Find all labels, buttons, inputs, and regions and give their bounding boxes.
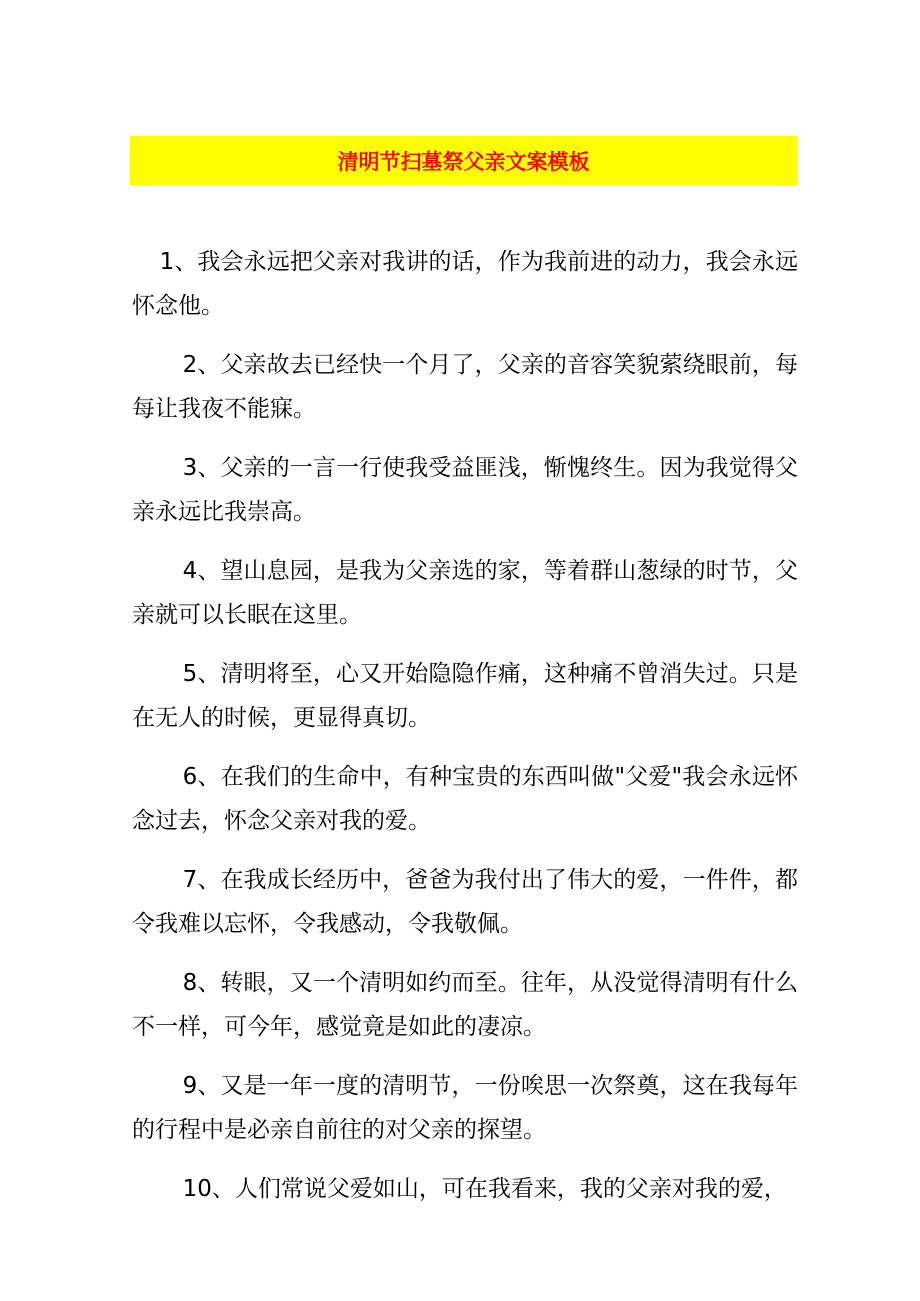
paragraph-7: 7、在我成长经历中，爸爸为我付出了伟大的爱，一件件，都令我难以忘怀，令我感动，令我敬佩。 [132,867,798,937]
paragraph-4: 4、望山息园，是我为父亲选的家，等着群山葱绿的时节，父亲就可以长眠在这里。 [132,558,798,628]
paragraph-5: 5、清明将至，心又开始隐隐作痛，这种痛不曾消失过。只是在无人的时候，更显得真切。 [132,661,798,731]
paragraph-6: 6、在我们的生命中，有种宝贵的东西叫做"父爱"我会永远怀念过去，怀念父亲对我的爱。 [132,764,798,834]
title-banner [130,136,797,185]
paragraph-1: 1、我会永远把父亲对我讲的话，作为我前进的动力，我会永远怀念他。 [132,249,798,319]
paragraph-9: 9、又是一年一度的清明节，一份唉思一次祭奠，这在我每年的行程中是必亲自前往的对父亲的探望。 [132,1073,798,1143]
paragraph-8: 8、转眼，又一个清明如约而至。往年，从没觉得清明有什么不一样，可今年，感觉竟是如此的凄凉。 [132,970,798,1040]
document-body [132,240,798,1226]
paragraph-10: 10、人们常说父爱如山，可在我看来，我的父亲对我的爱， [182,1176,787,1202]
document-title: 清明节扫墓祭父亲文案模板 [337,149,590,174]
paragraph-3: 3、父亲的一言一行使我受益匪浅，惭愧终生。因为我觉得父亲永远比我崇高。 [132,455,798,525]
paragraph-2: 2、父亲故去已经快一个月了，父亲的音容笑貌萦绕眼前，每每让我夜不能寐。 [132,352,798,422]
